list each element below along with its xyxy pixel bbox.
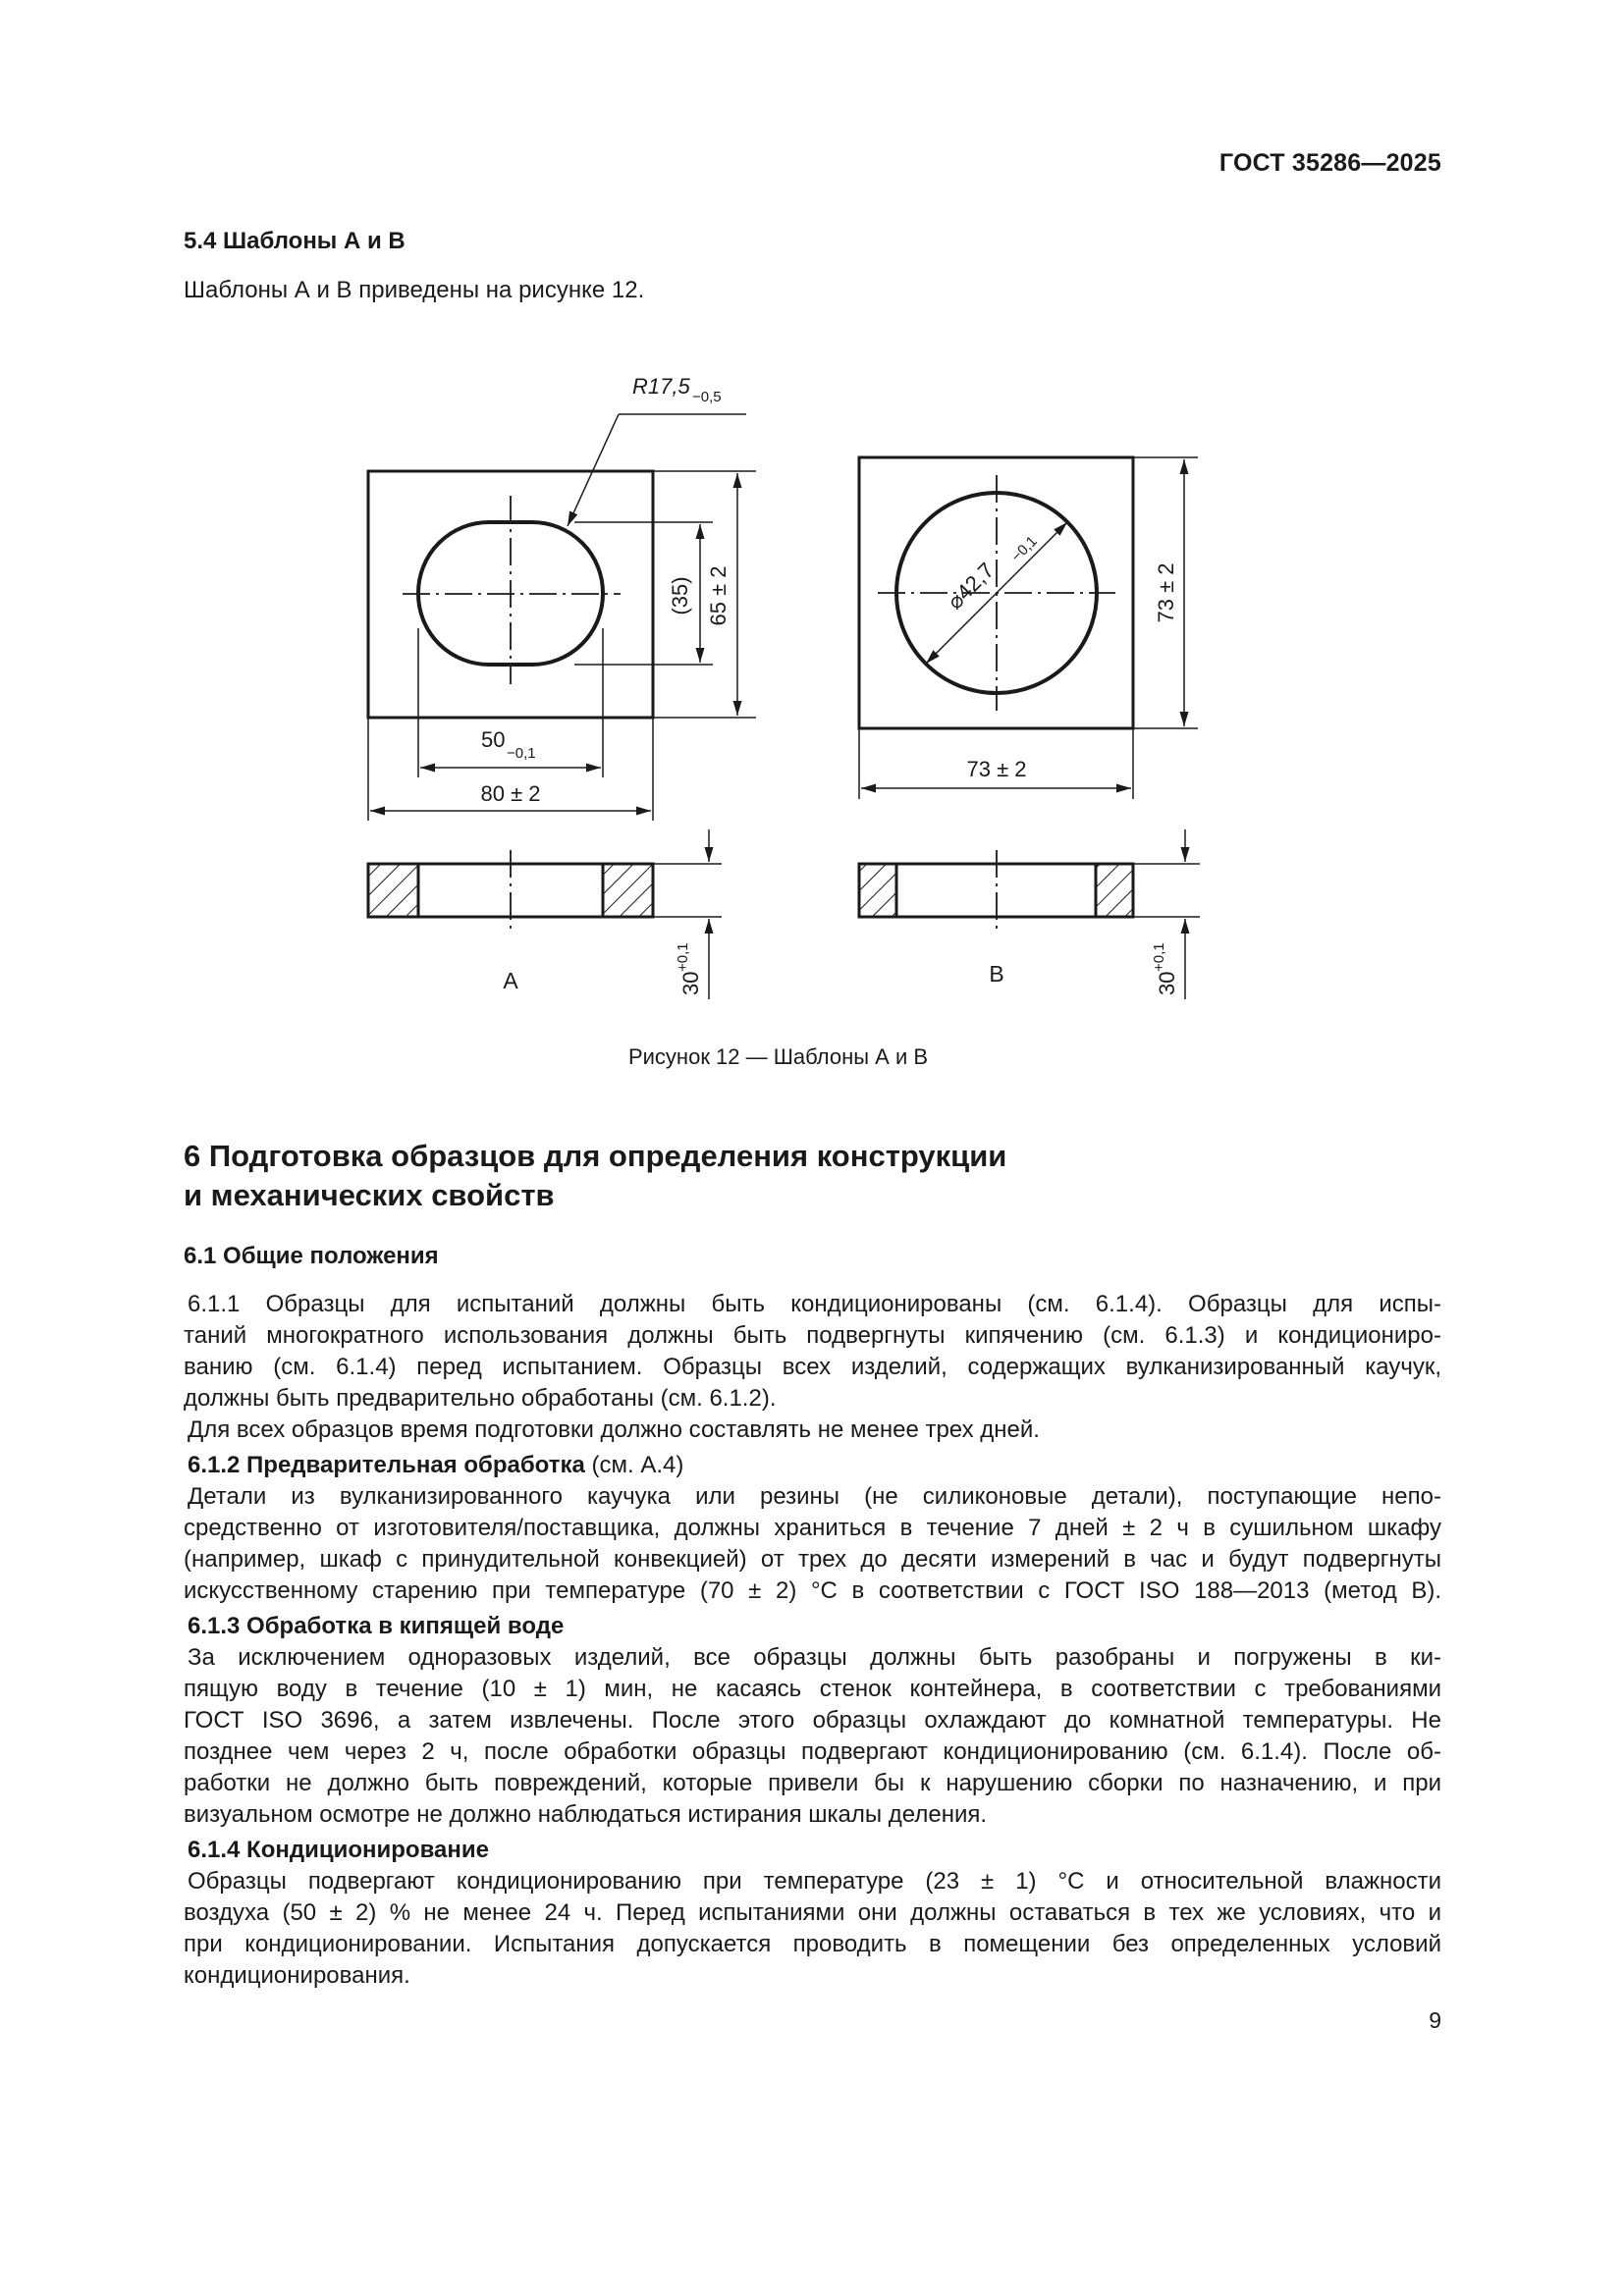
page-number: 9 [1429,2007,1441,2033]
section-6-heading [184,1137,1006,1215]
figure-12-drawing [0,0,1624,1080]
paragraph-line: должны быть предварительно обработаны (см. 6.1.2). [184,1385,777,1412]
diameter-tolerance: −0,1 [1007,532,1041,565]
document-code: ГОСТ 35286—2025 [1218,149,1441,177]
paragraph-line: За исключением одноразовых изделий, все образцы должны быть разобраны и погружены в ки- [188,1644,1441,1671]
paragraph-line: кондиционирования. [184,1962,410,1989]
section-6-1-heading: 6.1 Общие положения [184,1243,439,1269]
figure-caption: Рисунок 12 — Шаблоны А и В [627,1044,929,1069]
section-6-1-2-title: 6.1.2 Предварительная обработка [188,1452,585,1478]
template-a-plan-view [368,414,756,821]
label-template-a: А [503,968,518,993]
paragraph-line: при кондиционировании. Испытания допускается проводить в помещении без определенных условий [184,1931,1441,1957]
paragraph-line: Образцы подвергают кондиционированию при температуре (23 ± 1) °С и относительной влажности [188,1868,1441,1895]
thickness-b: 30 [1155,971,1179,995]
radius-tolerance: −0,5 [692,389,722,405]
template-b-section-view [859,829,1200,999]
template-a-section-view [368,829,722,999]
radius-label: R17,5 [632,374,690,399]
section-5-4-heading: 5.4 Шаблоны А и В [184,228,406,254]
paragraph-line: 6.1.1 Образцы для испытаний должны быть кондиционированы (см. 6.1.4). Образцы для испы- [188,1291,1441,1317]
thickness-b-tolerance: +0,1 [1151,942,1167,972]
thickness-a: 30 [678,971,703,995]
paragraph-line: позднее чем через 2 ч, после обработки образцы подвергают кондиционированию (см. 6.1.4). После об- [184,1738,1441,1765]
section-6-heading-line-1: 6 Подготовка образцов для определения конструкции [184,1139,1007,1173]
thickness-a-tolerance: +0,1 [675,942,691,972]
dim-35: (35) [668,576,692,615]
dim-73-horizontal: 73 ± 2 [966,757,1027,781]
dim-80: 80 ± 2 [480,781,541,806]
paragraph-line: таний многократного использования должны быть подвергнуты кипячению (см. 6.1.3) и кондициониро- [184,1322,1441,1349]
paragraph-line: работки не должно быть повреждений, которые привели бы к нарушению сборки по назначению, и при [184,1770,1441,1796]
paragraph-line: искусственному старению при температуре (70 ± 2) °С в соответствии с ГОСТ ISO 188—2013 (метод В). [184,1577,1441,1604]
dim-73-vertical: 73 ± 2 [1154,562,1178,623]
section-6-heading-line-2: и механических свойств [184,1178,555,1212]
section-5-4-text: Шаблоны А и В приведены на рисунке 12. [184,277,645,303]
paragraph-line: (например, шкаф с принудительной конвекцией) от трех до десяти измерений в час и будут подвергнуты [184,1546,1441,1573]
paragraph-6-1-1 [184,1289,1441,1446]
dim-50: 50 [481,727,506,752]
paragraph-line: Детали из вулканизированного каучука или резины (не силиконовые детали), поступающие непо- [188,1483,1441,1510]
section-6-1-4-heading: 6.1.4 Кондиционирование [188,1837,489,1863]
paragraph-three-days: Для всех образцов время подготовки должно составлять не менее трех дней. [188,1416,1040,1443]
paragraph-line: средственно от изготовителя/поставщика, должны храниться в течение 7 дней ± 2 ч в сушильном шкафу [184,1515,1441,1541]
paragraph-line: пящую воду в течение (10 ± 1) мин, не касаясь стенок контейнера, в соответствии с требованиями [184,1676,1441,1702]
section-6-1-2-reference: (см. А.4) [584,1452,684,1478]
section-6-1-2-heading [188,1450,683,1481]
paragraph-6-1-2 [184,1481,1441,1607]
paragraph-line: ванию (см. 6.1.4) перед испытанием. Образцы всех изделий, содержащих вулканизированный каучук, [184,1354,1441,1380]
dim-65: 65 ± 2 [706,565,731,626]
section-6-1-3-heading: 6.1.3 Обработка в кипящей воде [188,1613,565,1639]
paragraph-line: ГОСТ ISO 3696, а затем извлечены. После этого образцы охлаждают до комнатной температуры. Не [184,1707,1441,1734]
diameter-label: ⌀42,7 [942,558,1000,614]
paragraph-line: визуальном осмотре не должно наблюдаться истирания шкалы деления. [184,1801,988,1828]
paragraph-line: воздуха (50 ± 2) % не менее 24 ч. Перед испытаниями они должны оставаться в тех же условиях, что и [184,1899,1441,1926]
label-template-b: В [989,961,1004,987]
dim-50-tolerance: −0,1 [507,745,536,762]
paragraph-6-1-4 [184,1866,1441,1992]
template-b-plan-view [859,457,1198,799]
paragraph-6-1-3 [184,1642,1441,1831]
